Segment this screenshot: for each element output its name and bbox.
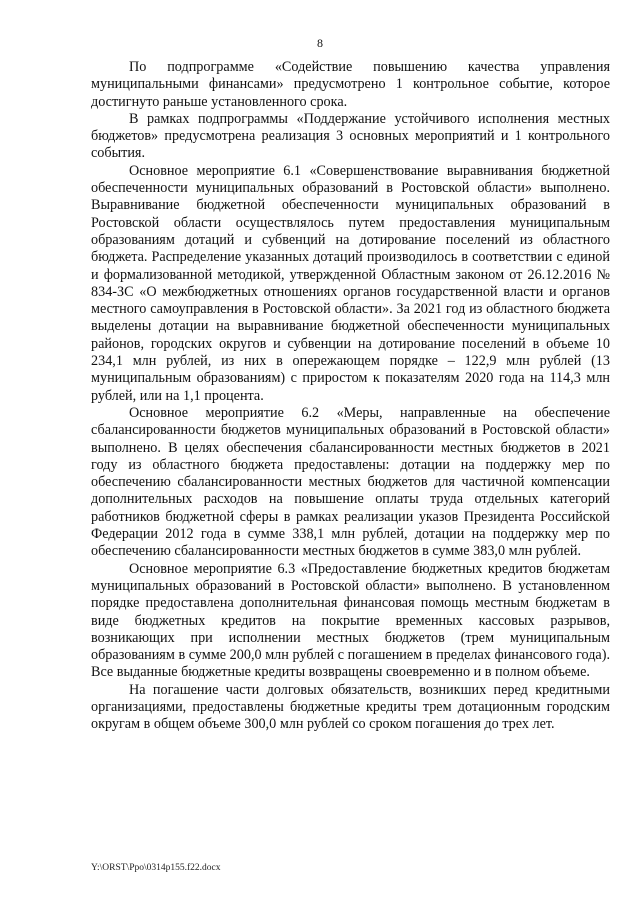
paragraph-subprogram-finance-quality: По подпрограмме «Содействие повышению качества управления муниципальными финансами» предусмотрено 1 контрольное событие, которое достигнуто раньше установленного срока.	[91, 59, 610, 110]
paragraph-debt-repayment: На погашение части долговых обязательств, возникших перед кредитными организациями, предоставлены бюджетные кредиты трем дотационным городским округам в общем объеме 300,0 млн рублей со сроком погашения до трех лет.	[91, 681, 610, 733]
paragraph-activity-6-2: Основное мероприятие 6.2 «Меры, направленные на обеспечение сбалансированности бюджетов муниципальных образований в Ростовской области» выполнено. В целях обеспечения сбалансированности местных бюджетов в 2021 году из областного бюджета предоставлены: дотации на поддержку мер по обеспечению сбалансированности местных бюджетов для частичной компенсации дополнительных расходов на повышение оплаты труда отдельных категорий работников бюджетной сферы в рамках реализации указов Президента Российской Федерации 2012 года в сумме 338,1 млн рублей, дотации на поддержку мер по обеспечению сбалансированности местных бюджетов в сумме 383,0 млн рублей.	[91, 404, 610, 560]
paragraph-activity-6-1: Основное мероприятие 6.1 «Совершенствование выравнивания бюджетной обеспеченности муниципальных образований в Ростовской области» выполнено. Выравнивание бюджетной обеспеченности муниципальных образований в Ростовской области осуществлялось путем предоставления муниципальным образованиям дотаций и субвенций на дотирование поселений из областного бюджета. Распределение указанных дотаций производилось в соответствии с единой и формализованной методикой, утвержденной Областным законом от 26.12.2016 № 834-ЗС «О межбюджетных отношениях органов государственной власти и органов местного самоуправления в Ростовской области». За 2021 год из областного бюджета выделены дотации на выравнивание бюджетной обеспеченности муниципальных районов, городских округов и субвенции на дотирование поселений в объеме 10 234,1 млн рублей, из них в опережающем порядке – 122,9 млн рублей (13 муниципальным образованиям) с приростом к показателям 2020 года на 114,3 млн рублей, или на 1,1 процента.	[91, 162, 610, 404]
page-number: 8	[317, 36, 323, 50]
paragraph-subprogram-budget-stability: В рамках подпрограммы «Поддержание устойчивого исполнения местных бюджетов» предусмотрена реализация 3 основных мероприятий и 1 контрольного события.	[91, 110, 610, 162]
paragraph-activity-6-3: Основное мероприятие 6.3 «Предоставление бюджетных кредитов бюджетам муниципальных образований в Ростовской области» выполнено. В установленном порядке предоставлена дополнительная финансовая помощь местным бюджетам в виде бюджетных кредитов на покрытие временных кассовых разрывов, возникающих при исполнении местных бюджетов (трем муниципальным образованиям в сумме 200,0 млн рублей с погашением в пределах финансового года). Все выданные бюджетные кредиты возвращены своевременно и в полном объеме.	[91, 560, 610, 681]
document-body	[91, 59, 610, 734]
footer-file-path: Y:\ORST\Ppo\0314p155.f22.docx	[91, 863, 221, 873]
